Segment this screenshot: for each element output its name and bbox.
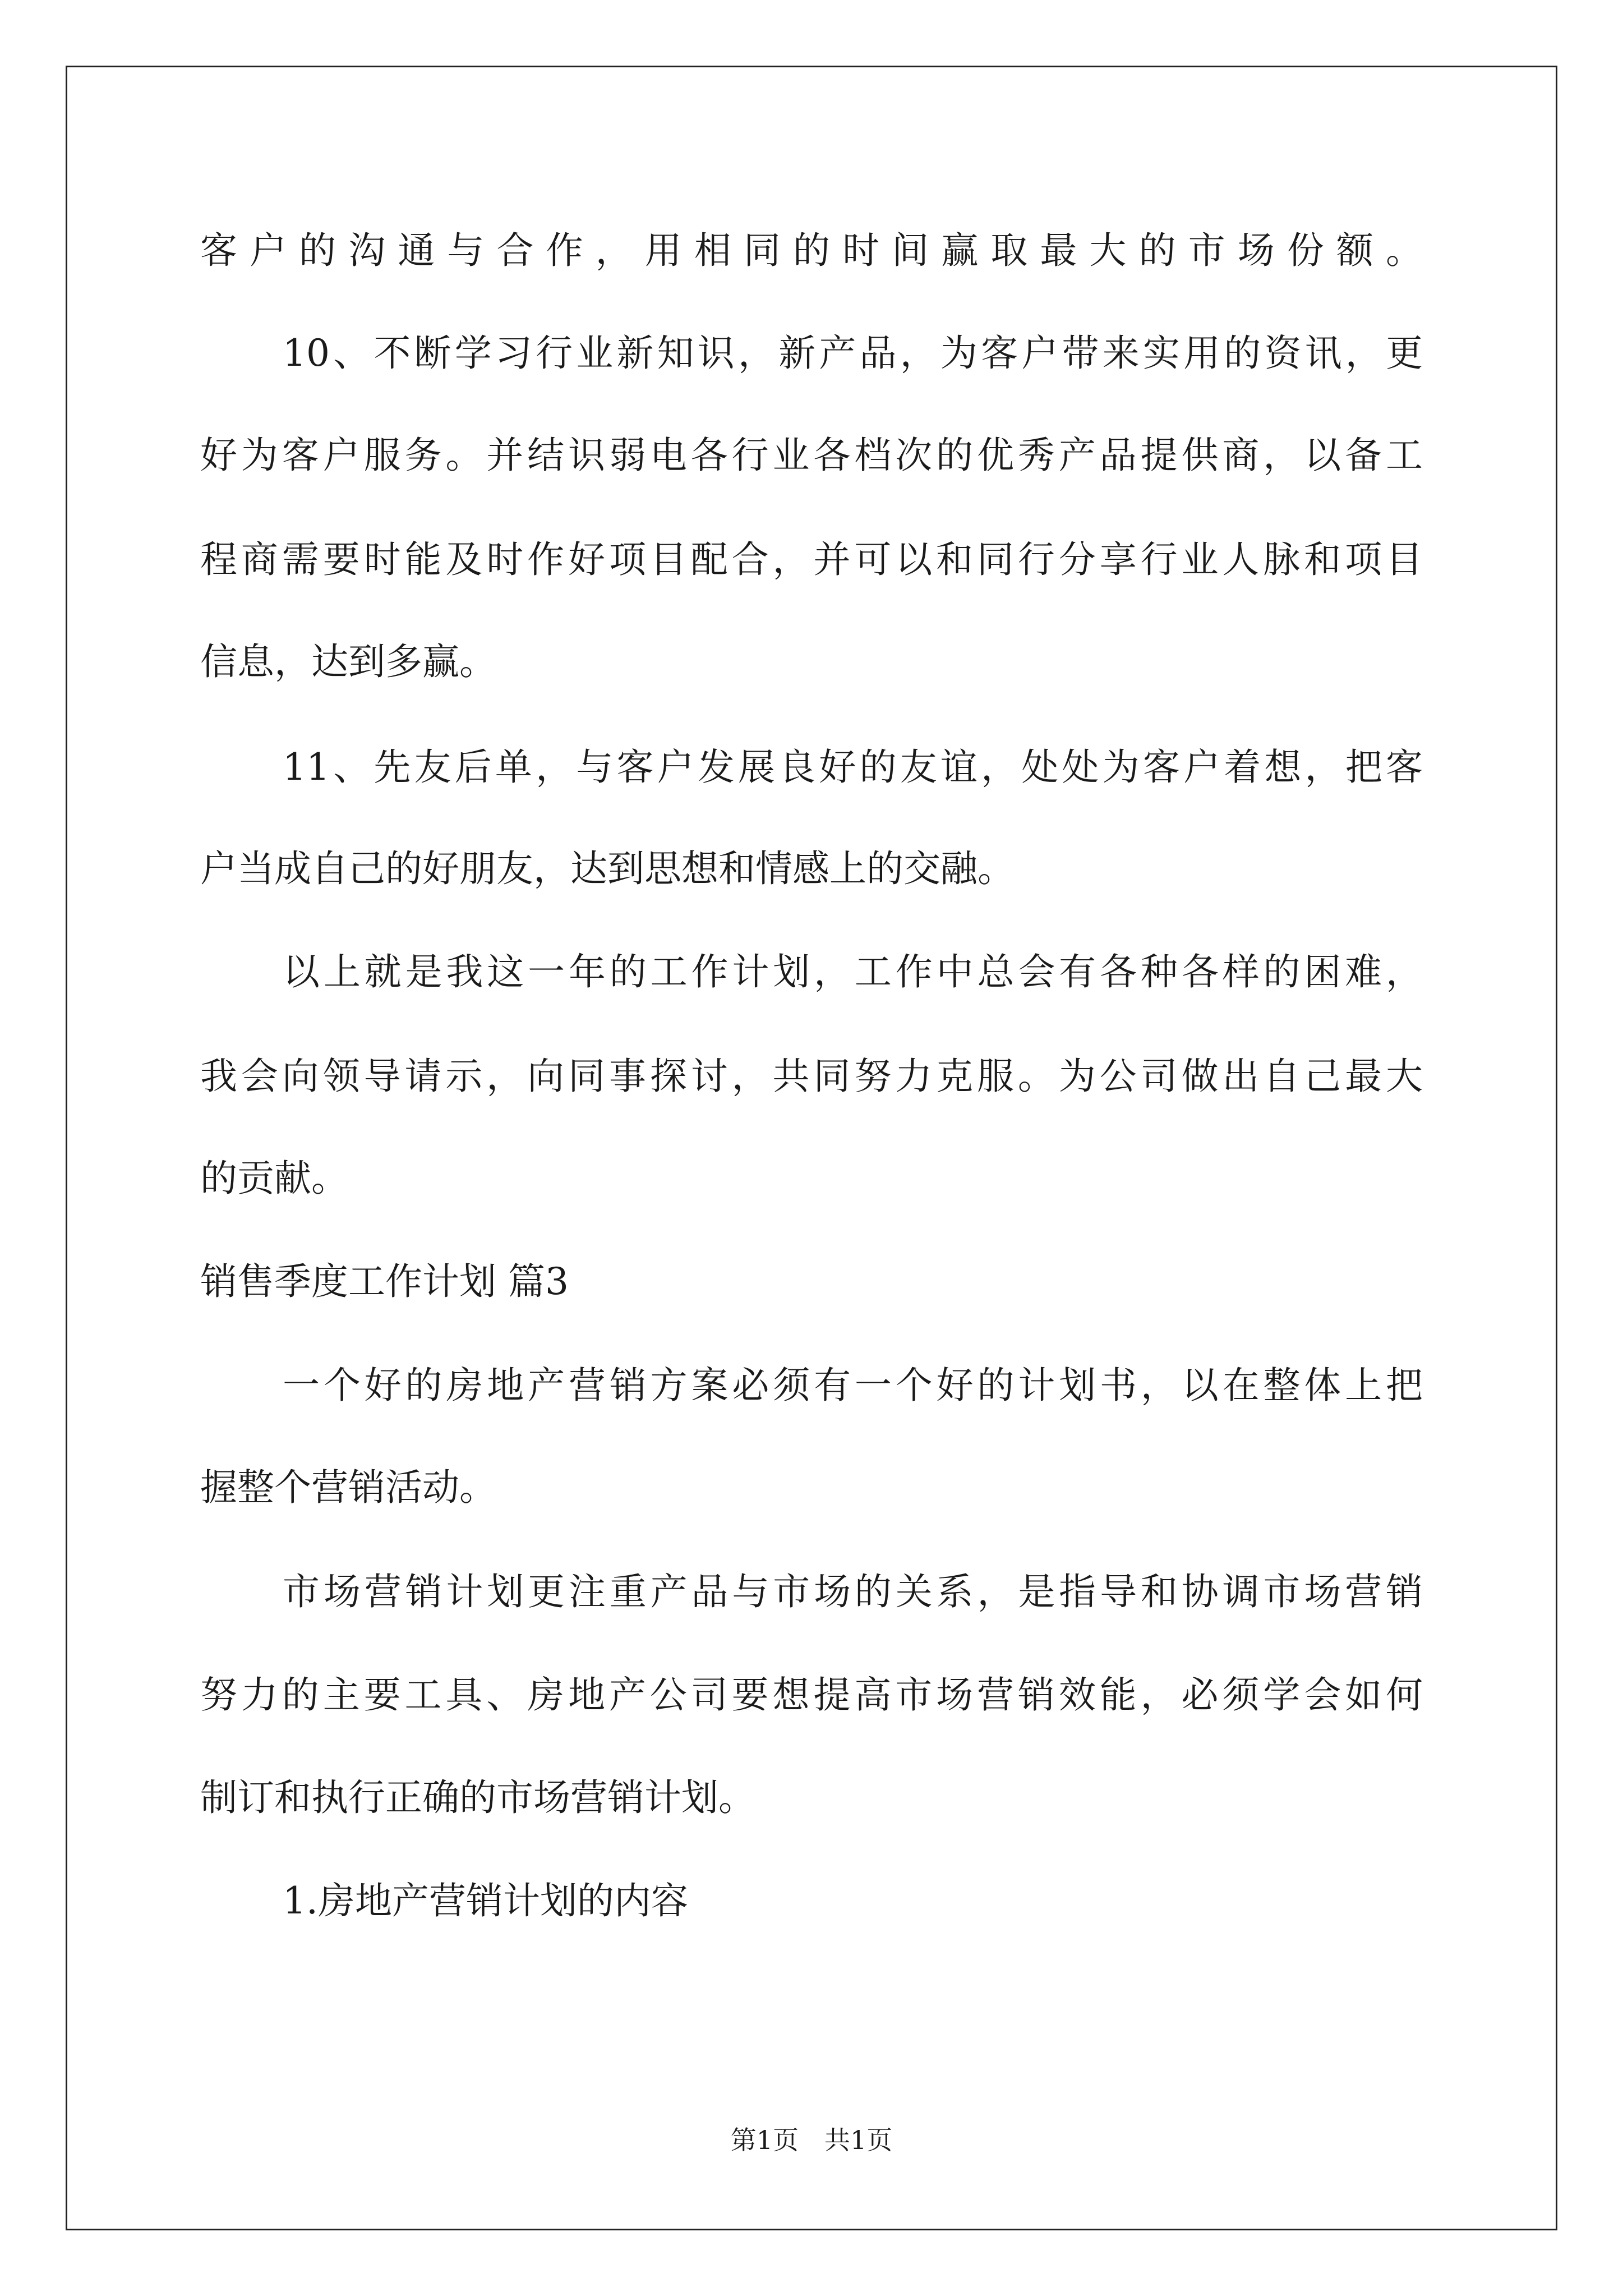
text-line: 信息，达到多赢。 xyxy=(200,640,496,683)
text-line: 我会向领导请示，向同事探讨，共同努力克服。为公司做出自己最大 xyxy=(200,1055,1423,1098)
text-line: 一个好的房地产营销方案必须有一个好的计划书，以在整体上把 xyxy=(283,1364,1423,1407)
text-line: 努力的主要工具、房地产公司要想提高市场营销效能，必须学会如何 xyxy=(200,1673,1423,1717)
text-line: 市场营销计划更注重产品与市场的关系，是指导和协调市场营销 xyxy=(283,1570,1423,1613)
text-line: 以上就是我这一年的工作计划，工作中总会有各种各样的困难， xyxy=(283,950,1423,993)
text-line: 10、不断学习行业新知识，新产品，为客户带来实用的资讯，更 xyxy=(283,332,1423,375)
text-line: 握整个营销活动。 xyxy=(200,1466,496,1509)
section-heading: 销售季度工作计划 篇3 xyxy=(200,1260,569,1303)
text-line: 11、先友后单，与客户发展良好的友谊，处处为客户着想，把客 xyxy=(283,746,1423,789)
text-line: 好为客户服务。并结识弱电各行业各档次的优秀产品提供商，以备工 xyxy=(200,434,1423,477)
text-line: 客户的沟通与合作，用相同的时间赢取最大的市场份额。 xyxy=(200,229,1423,272)
text-line: 户当成自己的好朋友，达到思想和情感上的交融。 xyxy=(200,847,1015,890)
text-line: 程商需要时能及时作好项目配合，并可以和同行分享行业人脉和项目 xyxy=(200,538,1423,581)
text-line: 的贡献。 xyxy=(200,1157,348,1200)
text-line: 制订和执行正确的市场营销计划。 xyxy=(200,1776,755,1819)
list-item: 1.房地产营销计划的内容 xyxy=(283,1879,688,1922)
page-number: 第1页 共1页 xyxy=(730,2125,893,2155)
